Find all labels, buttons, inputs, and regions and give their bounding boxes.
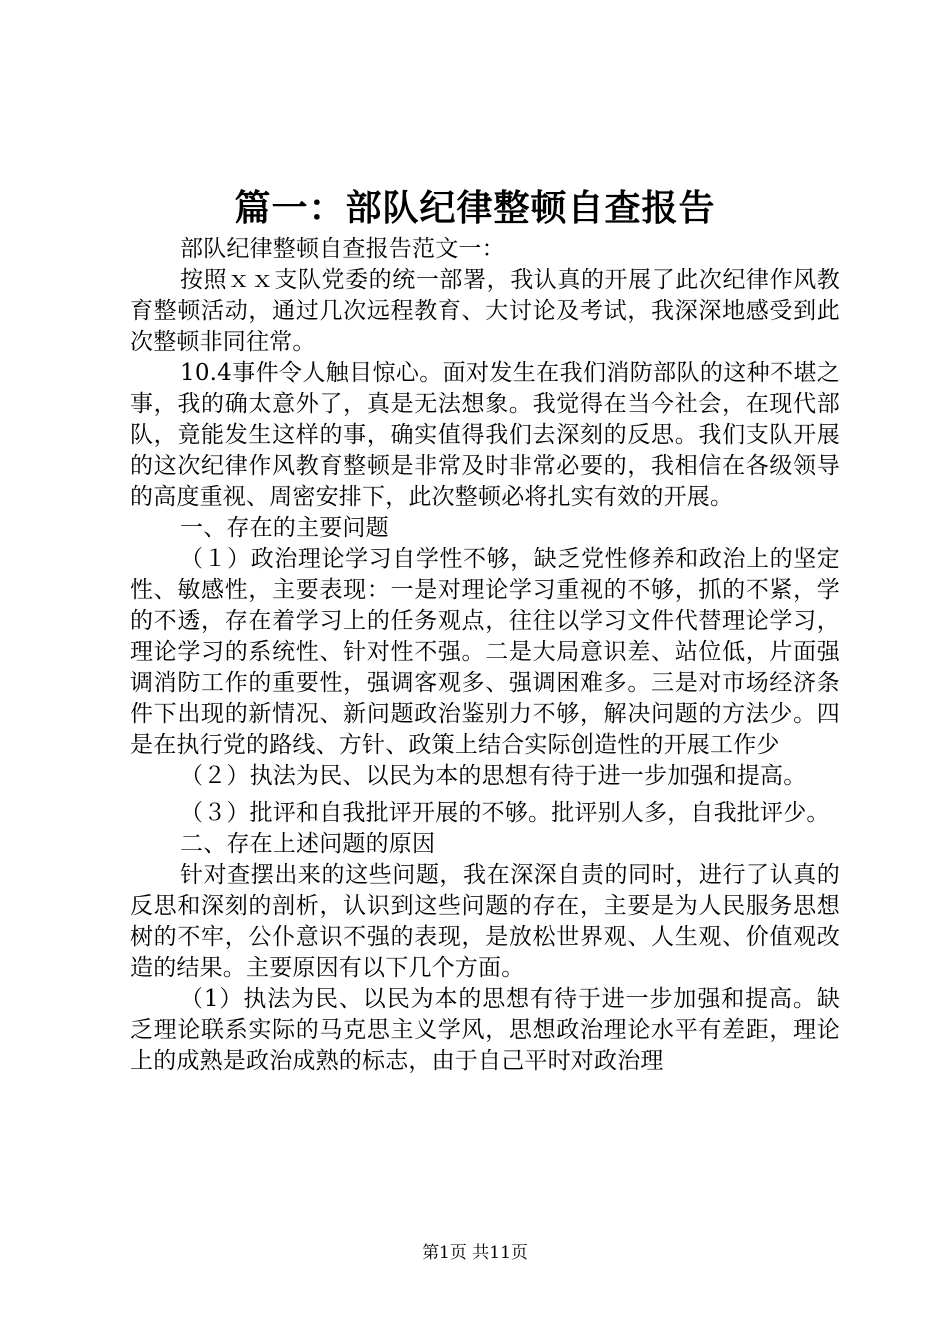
section-heading-causes: 二、存在上述问题的原因: [180, 831, 436, 857]
paragraph-deployment: 按照ｘｘ支队党委的统一部署，我认真的开展了此次纪律作风教育整顿活动，通过几次远程教育、大讨论及考试，我深深地感受到此次整顿非同往常。: [130, 267, 840, 355]
paragraph-intro: 部队纪律整顿自查报告范文一：: [180, 236, 505, 262]
section-heading-problems: 一、存在的主要问题: [180, 515, 389, 541]
paragraph-cause-1: （1）执法为民、以民为本的思想有待于进一步加强和提高。缺乏理论联系实际的马克思主义学风，思想政治理论水平有差距，理论上的成熟是政治成熟的标志，由于自己平时对政治理: [130, 986, 840, 1074]
paragraph-problem-2: （２）执法为民、以民为本的思想有待于进一步加强和提高。: [180, 763, 807, 789]
paragraph-incident: 10.4事件令人触目惊心。面对发生在我们消防部队的这种不堪之事，我的确太意外了，真是无法想象。我觉得在当今社会，在现代部队，竟能发生这样的事，确实值得我们去深刻的反思。我们支队开展的这次纪律作风教育整顿是非常及时非常必要的，我相信在各级领导的高度重视、周密安排下，此次整顿必将扎实有效的开展。: [130, 360, 840, 510]
document-title: 篇一：部队纪律整顿自查报告: [234, 187, 716, 229]
document-body: [130, 234, 840, 1077]
page-footer: 第1页 共11页: [422, 1243, 528, 1263]
paragraph-causes: 针对查摆出来的这些问题，我在深深自责的同时，进行了认真的反思和深刻的剖析，认识到这些问题的存在，主要是为人民服务思想树的不牢，公仆意识不强的表现，是放松世界观、人生观、价值观改造的结果。主要原因有以下几个方面。: [130, 862, 840, 981]
paragraph-problem-1: （１）政治理论学习自学性不够，缺乏党性修养和政治上的坚定性、敏感性，主要表现：一是对理论学习重视的不够，抓的不紧，学的不透，存在着学习上的任务观点，往往以学习文件代替理论学习，理论学习的系统性、针对性不强。二是大局意识差、站位低，片面强调消防工作的重要性，强调客观多、强调困难多。三是对市场经济条件下出现的新情况、新问题政治鉴别力不够，解决问题的方法少。四是在执行党的路线、方针、政策上结合实际创造性的开展工作少: [130, 546, 840, 758]
paragraph-problem-3: （３）批评和自我批评开展的不够。批评别人多，自我批评少。: [180, 800, 830, 826]
